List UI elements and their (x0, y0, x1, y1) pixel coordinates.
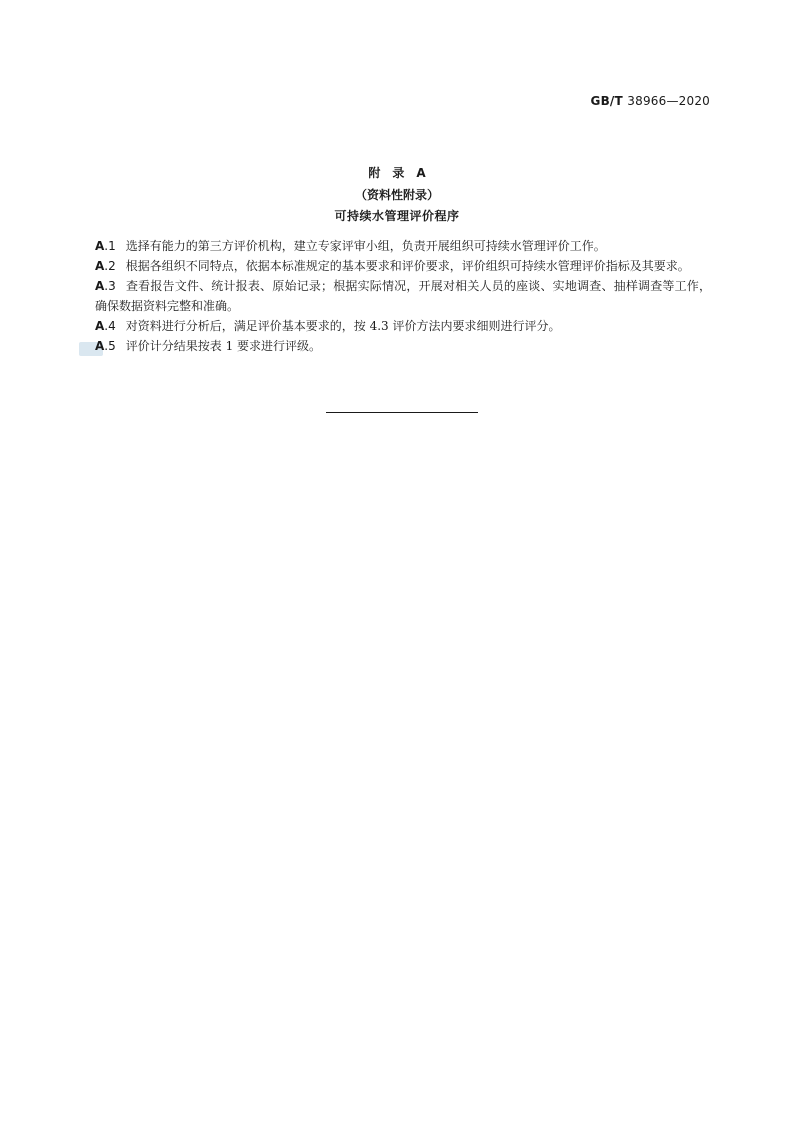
clause-number: A.4 (95, 319, 116, 333)
standard-code (591, 94, 710, 108)
clause-text: 选择有能力的第三方评价机构，建立专家评审小组，负责开展组织可持续水管理评价工作。 (125, 239, 606, 253)
clause-text: 查看报告文件、统计报表、原始记录；根据实际情况，开展对相关人员的座谈、实地调查、抽样调查等工作，确保数据资料完整和准确。 (95, 279, 711, 313)
clause-list (95, 236, 711, 356)
annex-label: 附 录 A (368, 166, 426, 180)
clause-a4 (95, 316, 711, 336)
end-of-document-rule (326, 412, 478, 413)
clause-number: A.3 (95, 279, 116, 293)
clause-number: A.5 (95, 339, 116, 353)
clause-a1 (95, 236, 711, 256)
clause-text: 对资料进行分析后，满足评价基本要求的，按 4.3 评价方法内要求细则进行评分。 (125, 319, 561, 333)
clause-a3 (95, 276, 711, 316)
standard-number: 38966—2020 (627, 94, 710, 108)
clause-number: A.1 (95, 239, 116, 253)
clause-a2 (95, 256, 711, 276)
annex-title: 可持续水管理评价程序 (334, 209, 460, 223)
clause-number: A.2 (95, 259, 116, 273)
standard-prefix: GB/T (590, 94, 623, 108)
clause-text: 根据各组织不同特点，依据本标准规定的基本要求和评价要求，评价组织可持续水管理评价指标及其要求。 (125, 259, 690, 273)
clause-text: 评价计分结果按表 1 要求进行评级。 (125, 339, 322, 353)
annex-nature: （资料性附录） (354, 188, 439, 202)
clause-a5 (95, 336, 711, 356)
